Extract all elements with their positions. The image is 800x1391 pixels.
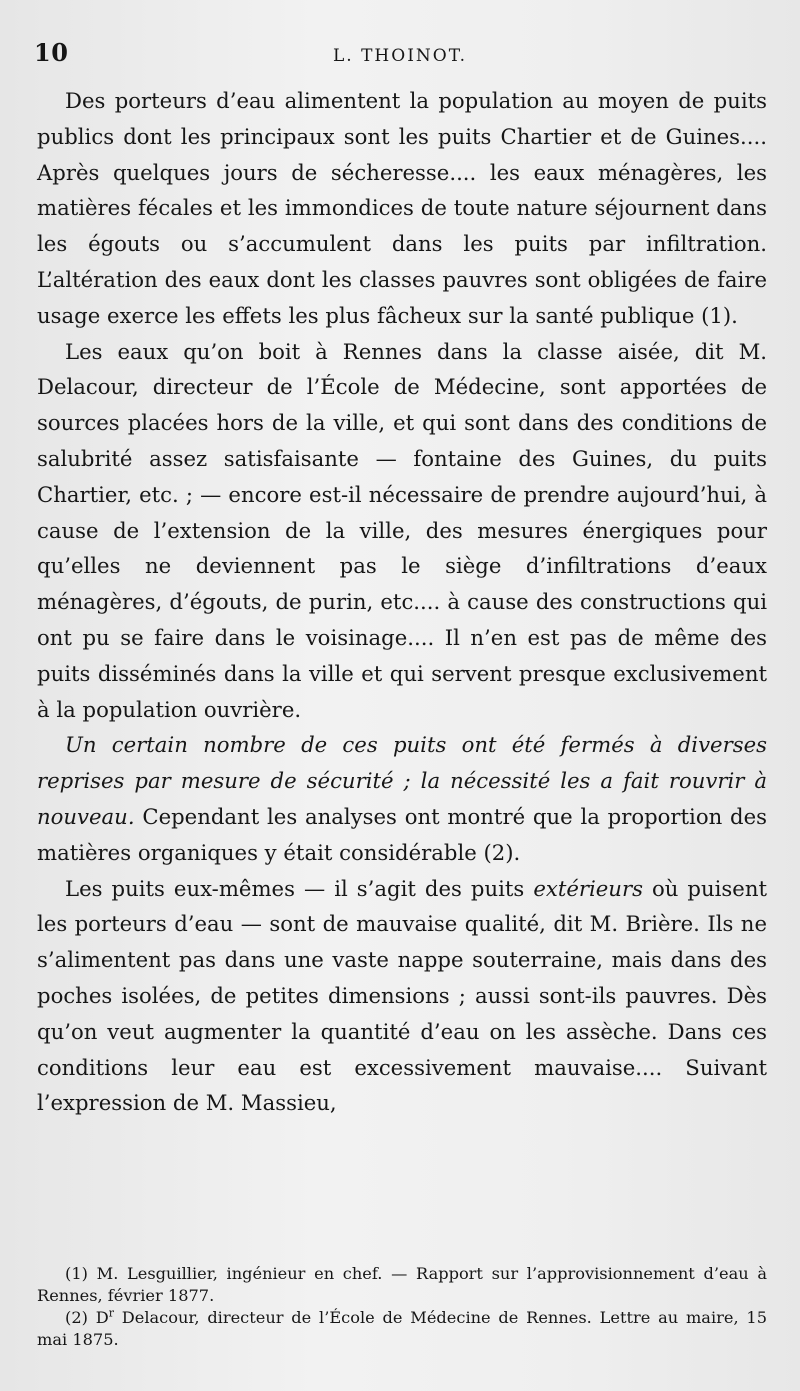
page-header <box>34 38 766 72</box>
body-text <box>37 83 767 1121</box>
paragraph-4-text-b: où puisent les porteurs d’eau — sont de mauvaise qualité, dit M. Brière. Ils ne s’alimentent pas dans une vaste nappe souterraine, mais dans des poches isolées, de petites dimensions ; aussi sont-ils pauvres. Dès qu’on veut augmenter la quantité d’eau on les assèche. Dans ces conditions leur eau est excessivement mauvaise.... Suivant l’expression de M. Massieu, <box>37 875 767 1116</box>
paragraph-4 <box>37 871 767 1122</box>
footnotes <box>37 1263 767 1351</box>
paragraph-2: Les eaux qu’on boit à Rennes dans la classe aisée, dit M. Delacour, directeur de l’École de Médecine, sont apportées de sources placées hors de la ville, et qui sont dans des conditions de salubrité assez satisfaisante — fontaine des Guines, du puits Chartier, etc. ; — encore est-il nécessaire de prendre aujourd’hui, à cause de l’extension de la ville, des mesures énergiques pour qu’elles ne deviennent pas le siège d’infiltrations d’eaux ménagères, d’égouts, de purin, etc.... à cause des constructions qui ont pu se faire dans le voisinage.... Il n’en est pas de même des puits disséminés dans la ville et qui servent presque exclusivement à la population ouvrière. <box>37 338 767 722</box>
footnote-2 <box>37 1307 767 1351</box>
footnote-1: (1) M. Lesguillier, ingénieur en chef. — Rapport sur l’approvisionnement d’eau à Rennes, février 1877. <box>37 1264 767 1305</box>
paragraph-3-italic: Un certain nombre de ces puits ont été fermés à diverses reprises par mesure de sécurité ; la nécessité les a fait rouvrir à nouveau. <box>37 732 767 829</box>
running-head: L. THOINOT. <box>333 46 467 66</box>
paragraph-1: Des porteurs d’eau alimentent la population au moyen de puits publics dont les principaux sont les puits Chartier et de Guines.... Après quelques jours de sécheresse.... les eaux ménagères, les matières fécales et les immondices de toute nature séjournent dans les égouts ou s’accumulent dans les puits par infiltration. L’altération des eaux dont les classes pauvres sont obligées de faire usage exerce les effets les plus fâcheux sur la santé publique (1). <box>37 88 767 328</box>
footnote-2-text: Delacour, directeur de l’École de Médecine de Rennes. Lettre au maire, 15 mai 1875. <box>37 1308 767 1349</box>
paragraph-4-italic: extérieurs <box>533 875 643 901</box>
footnote-2-superscript: r <box>108 1306 114 1320</box>
paragraph-3 <box>37 727 767 870</box>
page-number: 10 <box>34 38 69 67</box>
paragraph-4-text-a: Les puits eux-mêmes — il s’agit des puits <box>65 875 534 901</box>
footnote-2-prefix: (2) D <box>65 1308 109 1327</box>
paragraph-3-text: Cependant les analyses ont montré que la proportion des matières organiques y était considérable (2). <box>37 803 767 865</box>
